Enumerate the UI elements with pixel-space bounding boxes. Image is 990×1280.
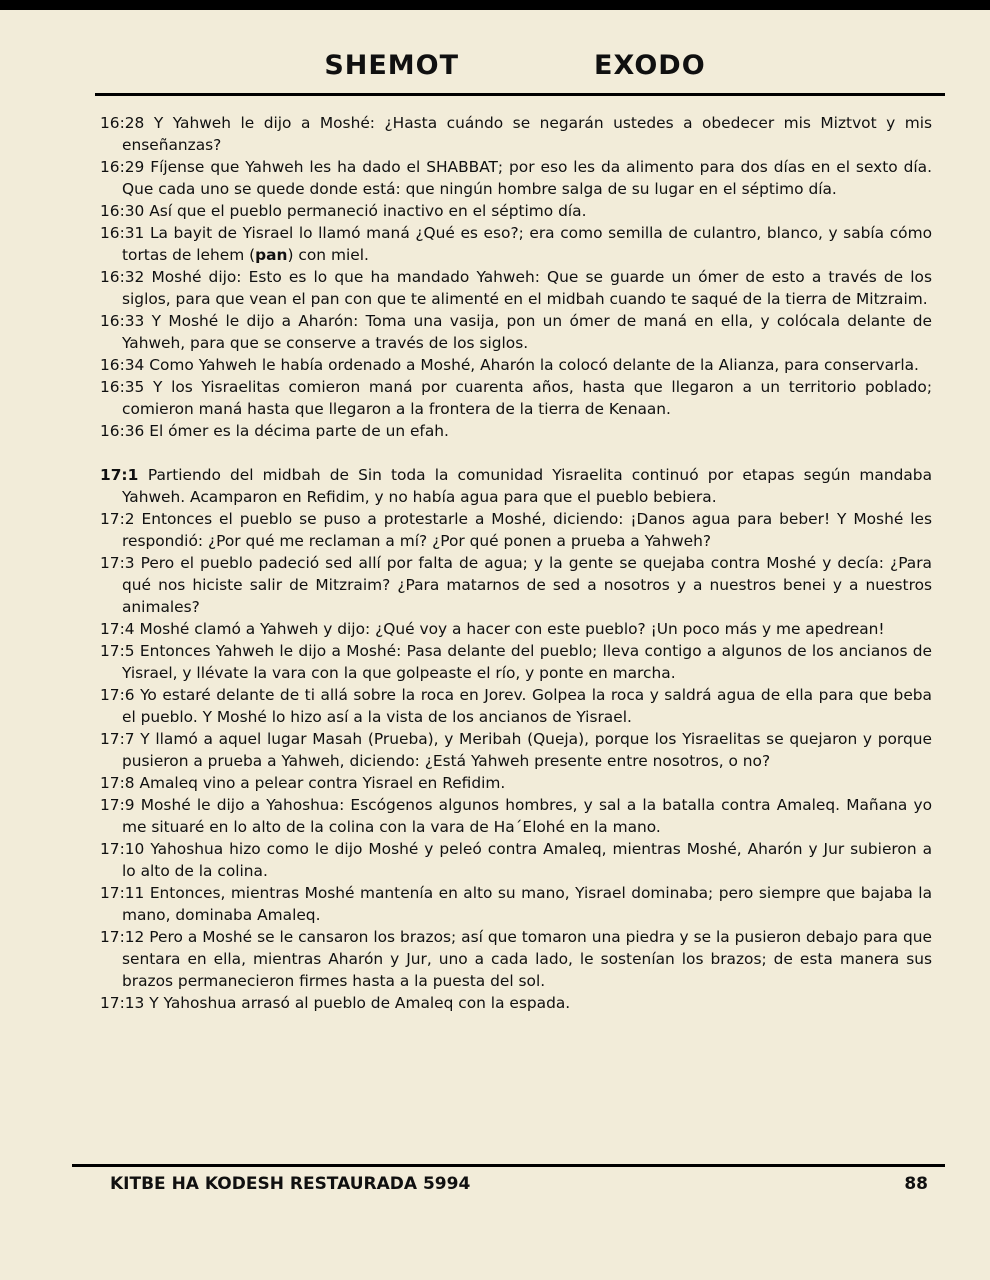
verse-number: 16:30 [100,202,150,220]
verse-text: Partiendo del midbah de Sin toda la comunidad Yisraelita continuó por etapas según mandaba Yahweh. Acamparon en Refidim, y no había agua para que el pueblo bebiera. [122,466,933,506]
verse-number: 17:7 [100,730,141,748]
verse-text: Fíjense que Yahweh les ha dado el SHABBAT; por eso les da alimento para dos días en el sexto día. Que cada uno se quede donde está: que ningún hombre salga de su lugar en el séptimo día. [122,158,932,198]
verse-paragraph [100,992,932,1014]
verse-number: 17:2 [100,510,142,528]
verse-number: 16:32 [100,268,152,286]
verse-number: 16:36 [100,422,150,440]
verse-paragraph [100,640,932,684]
verse-paragraph [100,552,932,618]
verse-text: pan [255,246,288,264]
verse-number: 17:5 [100,642,140,660]
verse-number: 16:35 [100,378,154,396]
verse-text: Yo estaré delante de ti allá sobre la roca en Jorev. Golpea la roca y saldrá agua de ella para que beba el pueblo. Y Moshé lo hizo así a la vista de los ancianos de Yisrael. [122,686,932,726]
verse-number: 17:11 [100,884,150,902]
verse-paragraph [100,794,932,838]
verse-paragraph [100,926,932,992]
verse-text: Y los Yisraelitas comieron maná por cuarenta años, hasta que llegaron a un territorio poblado; comieron maná hasta que llegaron a la frontera de la tierra de Kenaan. [122,378,933,418]
verse-number: 16:29 [100,158,151,176]
verse-paragraph [100,156,932,200]
verse-text: ) con miel. [287,246,369,264]
verse-number: 16:31 [100,224,150,242]
verse-paragraph [100,882,932,926]
verse-text: Y Moshé le dijo a Aharón: Toma una vasija, pon un ómer de maná en ella, y colócala delante de Yahweh, para que se conserve a través de los siglos. [122,312,932,352]
page-header [0,0,990,81]
verse-number: 17:10 [100,840,151,858]
verse-text: La bayit de Yisrael lo llamó maná ¿Qué es eso?; era como semilla de culantro, blanco, y sabía cómo tortas de lehem ( [122,224,932,264]
verse-number: 17:3 [100,554,141,572]
header-title-exodo: EXODO [594,50,706,81]
verse-paragraph [100,376,932,420]
verse-paragraph [100,772,932,794]
verse-number: 17:4 [100,620,140,638]
verse-text: Moshé clamó a Yahweh y dijo: ¿Qué voy a hacer con este pueblo? ¡Un poco más y me apedrean! [139,620,885,638]
verse-text: Entonces, mientras Moshé mantenía en alto su mano, Yisrael dominaba; pero siempre que bajaba la mano, dominaba Amaleq. [122,884,933,924]
page-footer [110,1174,928,1194]
verse-text: Pero a Moshé se le cansaron los brazos; así que tomaron una piedra y se la pusieron debajo para que sentara en ella, mientras Aharón y Jur, uno a cada lado, le sostenían los brazos; de esta manera sus brazos permanecieron firmes hasta a la puesta del sol. [122,928,932,990]
verse-paragraph [100,838,932,882]
verse-paragraph [100,684,932,728]
footer-title: KITBE HA KODESH RESTAURADA 5994 [110,1174,471,1194]
verse-number: 16:34 [100,356,150,374]
verse-paragraph [100,464,932,508]
footer-rule [72,1164,945,1167]
verse-text: Y Yahoshua arrasó al pueblo de Amaleq con la espada. [149,994,571,1012]
verse-text: Como Yahweh le había ordenado a Moshé, Aharón la colocó delante de la Alianza, para conservarla. [149,356,919,374]
verse-text: Amaleq vino a pelear contra Yisrael en Refidim. [139,774,506,792]
verse-text: Entonces el pueblo se puso a protestarle a Moshé, diciendo: ¡Danos agua para beber! Y Moshé les respondió: ¿Por qué me reclaman a mí? ¿Por qué ponen a prueba a Yahweh? [122,510,932,550]
verse-text: Así que el pueblo permaneció inactivo en el séptimo día. [149,202,587,220]
verse-number: 17:8 [100,774,140,792]
verse-text: Yahoshua hizo como le dijo Moshé y peleó contra Amaleq, mientras Moshé, Aharón y Jur subieron a lo alto de la colina. [122,840,932,880]
verse-number: 17:1 [100,466,148,484]
verses [100,112,932,1014]
verse-number: 17:9 [100,796,141,814]
verse-text: Y llamó a aquel lugar Masah (Prueba), y Meribah (Queja), porque los Yisraelitas se quejaron y porque pusieron a prueba a Yahweh, diciendo: ¿Está Yahweh presente entre nosotros, o no? [122,730,932,770]
verse-text: Pero el pueblo padeció sed allí por falta de agua; y la gente se quejaba contra Moshé y decía: ¿Para qué nos hiciste salir de Mitzraim? ¿Para matarnos de sed a nosotros y a nuestros benei y a nuestros animales? [122,554,932,616]
verse-number: 16:28 [100,114,154,132]
verse-paragraph [100,420,932,442]
verse-number: 17:13 [100,994,150,1012]
verse-paragraph [100,112,932,156]
verse-paragraph [100,200,932,222]
header-title-shemot: SHEMOT [324,50,460,81]
verse-text: Entonces Yahweh le dijo a Moshé: Pasa delante del pueblo; lleva contigo a algunos de los ancianos de Yisrael, y llévate la vara con la que golpeaste el río, y ponte en marcha. [122,642,932,682]
verse-paragraph [100,728,932,772]
verse-paragraph [100,222,932,266]
verse-paragraph [100,618,932,640]
verse-paragraph [100,508,932,552]
verse-number: 17:6 [100,686,141,704]
verse-text: Y Yahweh le dijo a Moshé: ¿Hasta cuándo se negarán ustedes a obedecer mis Miztvot y mis enseñanzas? [122,114,932,154]
verse-text: El ómer es la décima parte de un efah. [149,422,449,440]
scan-edge-artifact [0,0,990,10]
verse-paragraph [100,266,932,310]
header-rule [95,93,945,96]
verse-text: Moshé le dijo a Yahoshua: Escógenos algunos hombres, y sal a la batalla contra Amaleq. Mañana yo me situaré en lo alto de la colina con la vara de Ha´Elohé en la mano. [122,796,932,836]
verse-paragraph [100,310,932,354]
verse-number: 17:12 [100,928,150,946]
verse-number: 16:33 [100,312,152,330]
verse-text: Moshé dijo: Esto es lo que ha mandado Yahweh: Que se guarde un ómer de esto a través de los siglos, para que vean el pan con que te alimenté en el midbah cuando te saqué de la tierra de Mitzraim. [122,268,932,308]
page-number: 88 [904,1174,928,1194]
verse-paragraph [100,354,932,376]
